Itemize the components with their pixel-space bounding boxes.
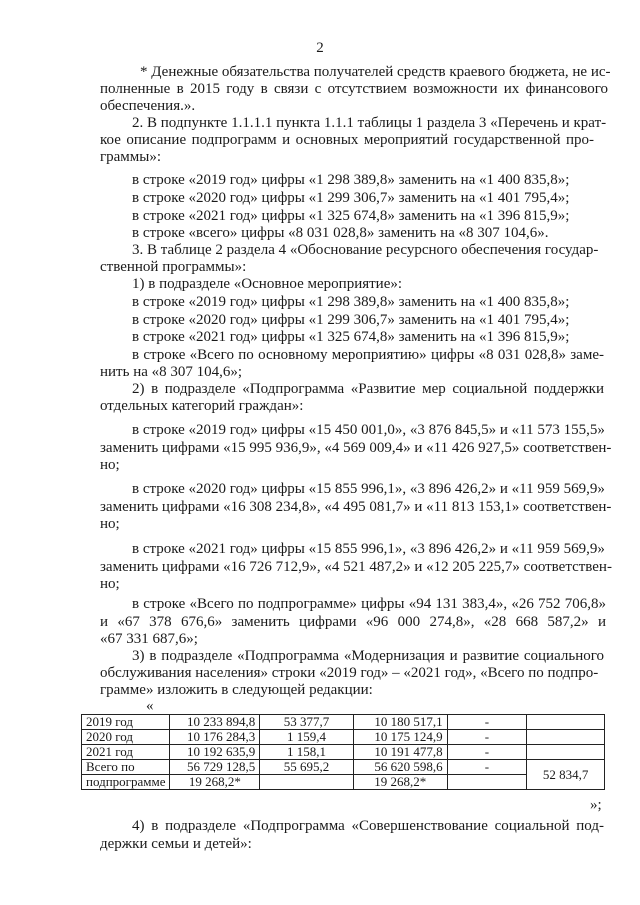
body-line: в строке «2020 год» цифры «1 299 306,7» заменить на «1 401 795,4»; xyxy=(132,312,570,328)
table-cell: 10 176 284,3 xyxy=(170,730,260,745)
table-cell: - xyxy=(447,715,527,730)
body-line: но; xyxy=(100,457,120,473)
body-line: «67 331 687,6»; xyxy=(100,631,198,647)
table-cell: - xyxy=(447,745,527,760)
body-line: но; xyxy=(100,516,120,532)
table-cell xyxy=(527,745,605,760)
table-cell: 56 729 128,5 xyxy=(170,760,260,775)
table-cell: - xyxy=(447,730,527,745)
body-line: в строке «2021 год» цифры «15 855 996,1», «3 896 426,2» и «11 959 569,9» xyxy=(132,541,605,557)
row-label: 2019 год xyxy=(82,715,170,730)
table-cell: 55 695,2 xyxy=(260,760,354,775)
body-line: но; xyxy=(100,576,120,592)
row-label: 2021 год xyxy=(82,745,170,760)
table-row xyxy=(82,745,605,760)
row-label: подпрограмме xyxy=(82,775,170,790)
table-cell xyxy=(447,775,527,790)
body-line: обеспечения.». xyxy=(100,98,196,114)
table-row xyxy=(82,760,605,775)
body-line: грамме» изложить в следующей редакции: xyxy=(100,682,373,698)
body-line: в строке «Всего по подпрограмме» цифры «94 131 383,4», «26 752 706,8» xyxy=(132,596,606,612)
body-line: держки семьи и детей»: xyxy=(100,836,252,852)
body-line: 3) в подразделе «Подпрограмма «Модернизация и развитие социального xyxy=(132,648,604,664)
body-line: в строке «2020 год» цифры «15 855 996,1», «3 896 426,2» и «11 959 569,9» xyxy=(132,481,605,497)
body-line: и «67 378 676,6» заменить цифрами «96 000 274,8», «28 668 587,2» и xyxy=(100,614,606,630)
table-cell: 19 268,2* xyxy=(170,775,260,790)
table-cell xyxy=(527,730,605,745)
body-line: в строке «2019 год» цифры «1 298 389,8» заменить на «1 400 835,8»; xyxy=(132,172,570,188)
body-line: 2. В подпункте 1.1.1.1 пункта 1.1.1 таблицы 1 раздела 3 «Перечень и крат- xyxy=(132,115,607,131)
table-cell: 10 233 894,8 xyxy=(170,715,260,730)
table-cell: - xyxy=(447,760,527,775)
body-line: в строке «2019 год» цифры «1 298 389,8» заменить на «1 400 835,8»; xyxy=(132,294,570,310)
table-cell: 1 159,4 xyxy=(260,730,354,745)
body-line: 1) в подразделе «Основное мероприятие»: xyxy=(132,276,403,292)
table-cell: 19 268,2* xyxy=(353,775,447,790)
table-cell: 10 192 635,9 xyxy=(170,745,260,760)
body-line: граммы»: xyxy=(100,149,162,165)
table-cell: 53 377,7 xyxy=(260,715,354,730)
table-cell: 1 158,1 xyxy=(260,745,354,760)
body-line: заменить цифрами «16 726 712,9», «4 521 487,2» и «12 205 225,7» соответствен- xyxy=(100,559,612,575)
body-line: полненные в 2015 году в связи с отсутствием возможности их финансового xyxy=(100,81,608,97)
table-cell: 56 620 598,6 xyxy=(353,760,447,775)
table-row xyxy=(82,715,605,730)
body-line: 2) в подразделе «Подпрограмма «Развитие мер социальной поддержки xyxy=(132,381,604,397)
body-line: нить на «8 307 104,6»; xyxy=(100,364,243,380)
table-cell: 10 175 124,9 xyxy=(353,730,447,745)
row-label: 2020 год xyxy=(82,730,170,745)
body-line: в строке «Всего по основному мероприятию» цифры «8 031 028,8» заме- xyxy=(132,347,604,363)
subprogram-table xyxy=(81,714,605,790)
body-line: в строке «2020 год» цифры «1 299 306,7» заменить на «1 401 795,4»; xyxy=(132,190,570,206)
table-cell: 10 180 517,1 xyxy=(353,715,447,730)
page-number: 2 xyxy=(316,40,324,56)
body-line: в строке «2021 год» цифры «1 325 674,8» заменить на «1 396 815,9»; xyxy=(132,208,570,224)
body-line: в строке «всего» цифры «8 031 028,8» заменить на «8 307 104,6». xyxy=(132,225,549,241)
body-line: * Денежные обязательства получателей средств краевого бюджета, не ис- xyxy=(140,64,611,80)
table-cell xyxy=(260,775,354,790)
body-line: 3. В таблице 2 раздела 4 «Обоснование ресурсного обеспечения государ- xyxy=(132,242,599,258)
body-line: отдельных категорий граждан»: xyxy=(100,398,304,414)
body-line: заменить цифрами «16 308 234,8», «4 495 081,7» и «11 813 153,1» соответствен- xyxy=(100,499,612,515)
body-line: кое описание подпрограмм и основных мероприятий государственной про- xyxy=(100,132,594,148)
table-cell: 52 834,7 xyxy=(527,760,605,790)
body-line: 4) в подразделе «Подпрограмма «Совершенствование социальной под- xyxy=(132,818,604,834)
body-line: в строке «2021 год» цифры «1 325 674,8» заменить на «1 396 815,9»; xyxy=(132,329,570,345)
quote-close-mark: »; xyxy=(590,797,602,813)
table-row xyxy=(82,775,605,790)
row-label: Всего по xyxy=(82,760,170,775)
body-line: заменить цифрами «15 995 936,9», «4 569 009,4» и «11 426 927,5» соответствен- xyxy=(100,440,612,456)
body-line: ственной программы»: xyxy=(100,259,247,275)
table-cell: 10 191 477,8 xyxy=(353,745,447,760)
body-line: обслуживания населения» строки «2019 год» – «2021 год», «Всего по подпро- xyxy=(100,665,599,681)
quote-open-mark: « xyxy=(146,698,154,714)
table-cell xyxy=(527,715,605,730)
table-row xyxy=(82,730,605,745)
body-line: в строке «2019 год» цифры «15 450 001,0», «3 876 845,5» и «11 573 155,5» xyxy=(132,422,605,438)
